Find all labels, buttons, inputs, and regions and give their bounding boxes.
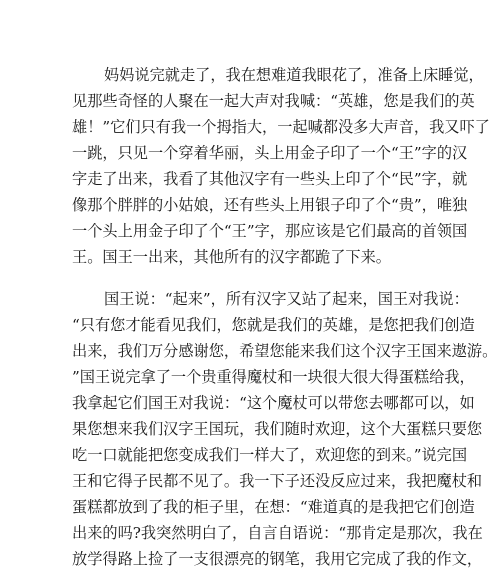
paragraph-1-line: 雄！”它们只有我一个拇指大，一起喊都没多大声音，我又吓了 bbox=[72, 118, 490, 136]
paragraph-2-line: ”国王说完拿了一个贵重得魔杖和一块很大很大得蛋糕给我， bbox=[72, 368, 475, 386]
paragraph-1-line: 一个头上用金子印了个“王”字，那应该是它们最高的首领国 bbox=[72, 222, 468, 240]
paragraph-1-line: 妈妈说完就走了，我在想难道我眼花了，准备上床睡觉， bbox=[104, 66, 484, 84]
paragraph-1-line: 像那个胖胖的小姑娘，还有些头上用银子印了个“贵”，唯独 bbox=[72, 196, 468, 214]
paragraph-2 bbox=[72, 286, 498, 572]
paragraph-2-line: 王和它得子民都不见了。我一下子还没反应过来，我把魔杖和 bbox=[72, 472, 483, 490]
paragraph-1-line: 见那些奇怪的人聚在一起大声对我喊：“英雄，您是我们的英 bbox=[72, 92, 475, 110]
paragraph-2-line: 果您想来我们汉字王国玩，我们随时欢迎，这个大蛋糕只要您 bbox=[72, 420, 483, 438]
paragraph-2-line: 蛋糕都放到了我的柜子里，在想：“难道真的是我把它们创造 bbox=[72, 498, 475, 516]
paragraph-2-line: 出来的吗?我突然明白了，自言自语说：“那肯定是那次，我在 bbox=[72, 524, 483, 542]
paragraph-1 bbox=[72, 62, 490, 270]
paragraph-2-line: 吃一口就能把您变成我们一样大了，欢迎您的到来。”说完国 bbox=[72, 446, 468, 464]
paragraph-2-line: 国王说：“起来”，所有汉字又站了起来，国王对我说： bbox=[104, 290, 469, 308]
paragraph-1-line: 字走了出来，我看了其他汉字有一些头上印了个“民”字，就 bbox=[72, 170, 468, 188]
paragraph-2-line: 我拿起它们国王对我说：“这个魔杖可以带您去哪都可以，如 bbox=[72, 394, 475, 412]
paragraph-2-line: 放学得路上捡了一支很漂亮的钢笔，我用它完成了我的作文， bbox=[72, 550, 483, 568]
paragraph-1-line: 一跳，只见一个穿着华丽，头上用金子印了一个“王”字的汉 bbox=[72, 144, 468, 162]
paragraph-2-line: “只有您才能看见我们，您就是我们的英雄，是您把我们创造 bbox=[72, 316, 475, 334]
paragraph-2-line: 出来，我们万分感谢您，希望您能来我们这个汉字王国来遨游。 bbox=[72, 342, 498, 360]
paragraph-1-line: 王。国王一出来，其他所有的汉字都跪了下来。 bbox=[72, 248, 391, 266]
